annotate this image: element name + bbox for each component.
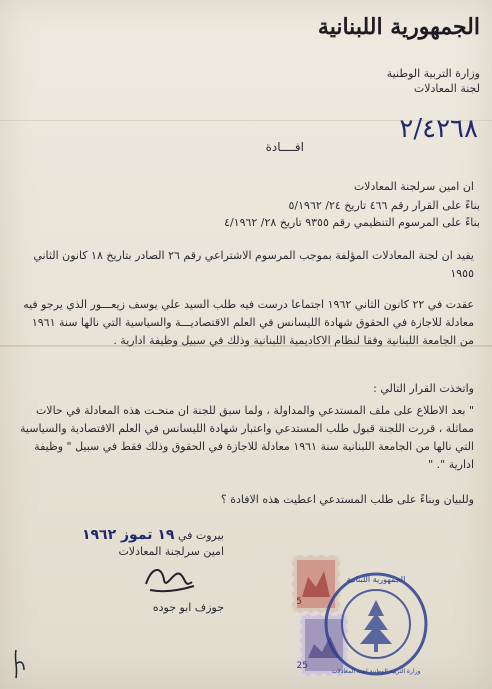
seal-ring-text: وزارة التربية الوطنية لجنة المعادلات — [331, 668, 421, 675]
ministry-block — [387, 66, 480, 96]
basis-line: بناءً على القرار رقم ٤٦٦ تاريخ ٢٤/ ٥/١٩٦٢ — [288, 199, 480, 212]
seal-graphic — [322, 570, 430, 678]
ministry-name: وزارة التربية الوطنية — [386, 67, 480, 80]
stamp-value: 25 — [296, 661, 308, 671]
committee-name: لجنة المعادلات — [413, 82, 480, 95]
signer-title: امين سرلجنة المعادلات — [118, 545, 224, 558]
paragraph: واتخذت القرار التالي : — [373, 382, 474, 395]
signer-intro: ان امين سرلجنة المعادلات — [353, 180, 474, 193]
margin-pen-mark — [10, 646, 30, 682]
paragraph: وللبيان وبناءً على طلب المستدعي اعطيت هذه الافادة ؟ — [220, 493, 474, 506]
reference-number: ٢/٤٢٦٨ — [399, 114, 478, 144]
paragraph: عقدت في ٢٢ كانون الثاني ١٩٦٢ اجتماعا درست فيه طلب السيد علي يوسف زيعـــور الذي يرجو فيه معادلة للاجازة في الحقوق شهادة الليسانس في العلم الاقتصاديـــة والسياسية التي نالها سنة ١٩٦١ من الجامعة اللبنانية وفقا لنظام الاكاديمية اللبنانية وذلك في سبيل وظيفة ادارية . — [23, 298, 474, 347]
handwritten-signature — [140, 560, 200, 596]
stamp-value: 5 — [296, 597, 302, 607]
date-line — [82, 527, 224, 543]
republic-header: الجمهورية اللبنانية — [317, 14, 480, 40]
document-title: افــــادة — [265, 140, 304, 154]
date-label: بيروت في — [177, 529, 224, 542]
official-seal — [322, 570, 430, 678]
signer-name: جوزف ابو جوده — [152, 601, 224, 614]
paragraph: يفيد ان لجنة المعادلات المؤلفة بموجب المرسوم الاشتراعي رقم ٢٦ الصادر بتاريخ ١٨ كانون الثاني ١٩٥٥ — [33, 249, 474, 280]
paragraph: " بعد الاطلاع على ملف المستدعي والمداولة ، ولما سبق للجنة ان منحـت هذه المعادلة في حالات مماثلة ، قررت اللجنة قبول طلب المستدعي واعتبار شهادة الليسانس في العلم الاقتصادية والسياسية التي نالها من الجامعة اللبنانية سنة ١٩٦١ معادلة للاجازة في الحقوق وذلك فقط في سبيل " وظيفة ادارية ". " — [20, 404, 474, 471]
basis-line: بناءً على المرسوم التنظيمي رقم ٩٣٥٥ تاريخ ٢٨/ ٤/١٩٦٢ — [224, 216, 480, 229]
date-value: ١٩ تموز ١٩٦٢ — [81, 527, 175, 543]
seal-center-text: الجمهورية اللبنانية — [346, 575, 406, 584]
